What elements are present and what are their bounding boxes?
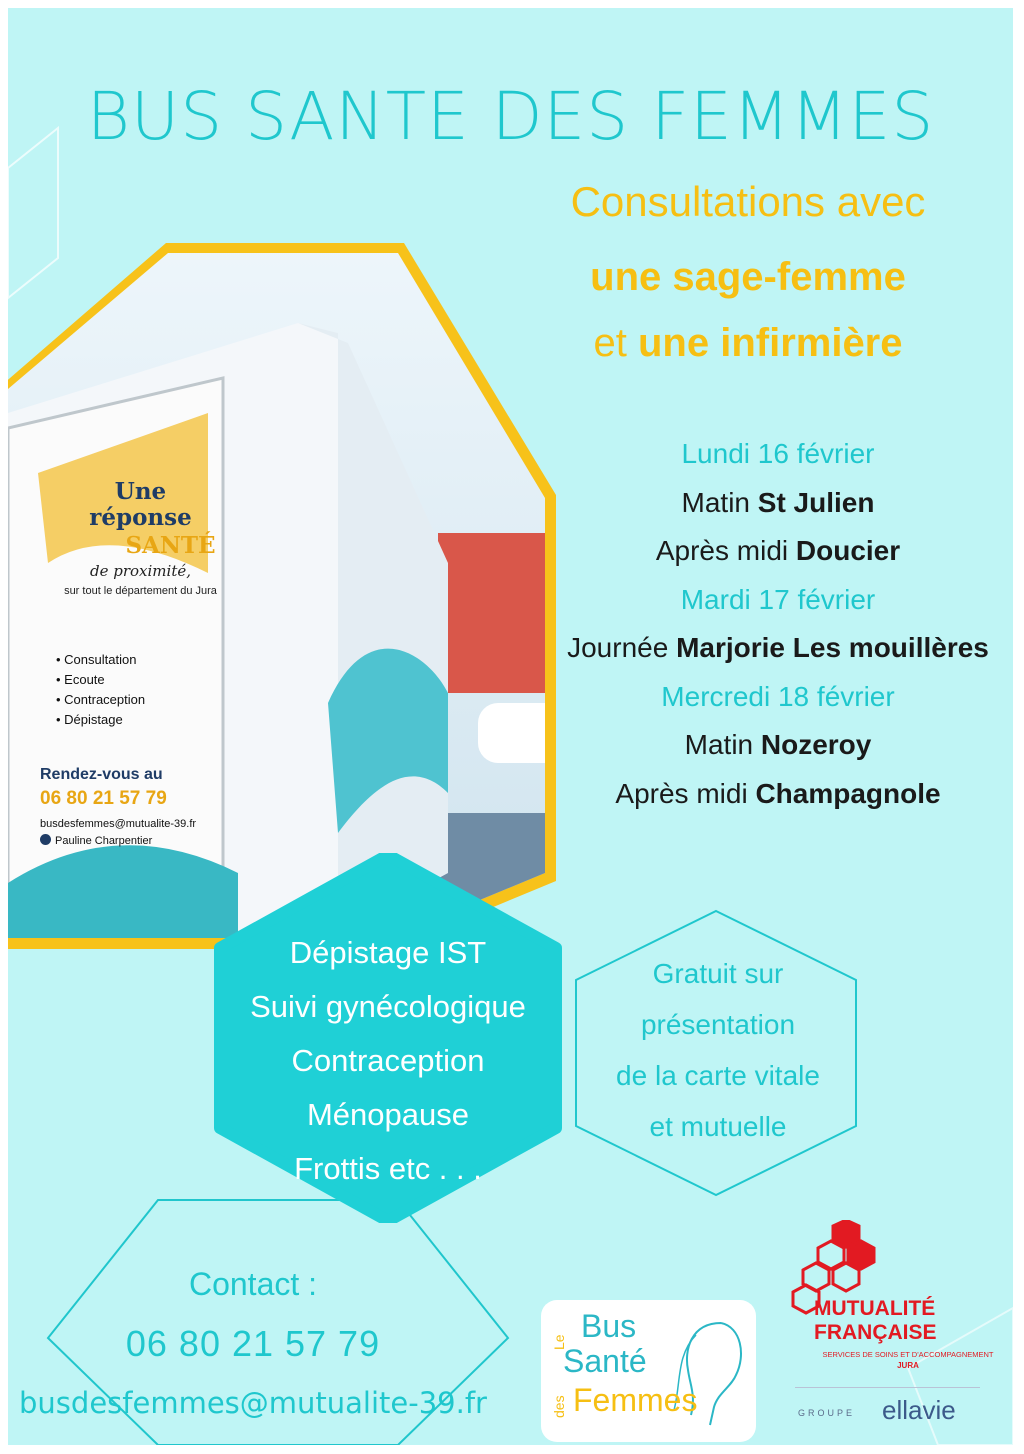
groupe-label: GROUPE bbox=[798, 1408, 856, 1418]
logo-femmes: Femmes bbox=[573, 1382, 698, 1418]
subtitle-line1: Consultations avec bbox=[570, 178, 926, 225]
slot-place: St Julien bbox=[757, 486, 875, 518]
contact-label: Contact : bbox=[188, 1266, 318, 1302]
schedule-slot bbox=[548, 770, 1008, 819]
services-list bbox=[223, 926, 553, 1196]
bus-email: busdesfemmes@mutualite-39.fr bbox=[40, 818, 197, 830]
free-info-line: de la carte vitale bbox=[616, 1060, 820, 1091]
schedule-slot bbox=[548, 721, 1008, 770]
service-item: Contraception bbox=[291, 1043, 485, 1078]
bus-service-item: • Consultation bbox=[56, 652, 137, 667]
mutualite-divider bbox=[795, 1387, 980, 1388]
bus-slogan bbox=[48, 480, 233, 600]
ellavie-label: ellavie bbox=[882, 1395, 956, 1425]
service-item: Frottis etc . . . bbox=[294, 1151, 482, 1186]
bus-sante-logo bbox=[541, 1300, 756, 1442]
mutualite-tagline: SERVICES DE SOINS ET D'ACCOMPAGNEMENT bbox=[822, 1350, 994, 1359]
free-info-line: Gratuit sur bbox=[652, 958, 784, 989]
page-title: BUS SANTE DES FEMMES bbox=[86, 78, 935, 155]
contact-phone[interactable]: 06 80 21 57 79 bbox=[125, 1323, 381, 1364]
slot-place: Nozeroy bbox=[760, 729, 872, 760]
bus-services-list bbox=[56, 650, 196, 730]
slot-time: Après midi bbox=[655, 535, 789, 566]
slot-time: Matin bbox=[681, 486, 750, 518]
bus-contact bbox=[40, 766, 220, 847]
bus-person bbox=[40, 834, 220, 847]
service-item: Suivi gynécologique bbox=[250, 989, 526, 1024]
bus-person-name: Pauline Charpentier bbox=[55, 835, 153, 847]
bus-service-item: • Ecoute bbox=[56, 672, 105, 687]
poster bbox=[8, 8, 1013, 1445]
bus-slogan-line4: de proximité, bbox=[89, 562, 191, 580]
person-icon bbox=[40, 834, 51, 845]
slot-place: Doucier bbox=[795, 535, 901, 566]
slot-place: Marjorie Les mouillères bbox=[676, 632, 989, 663]
mutualite-line2: FRANÇAISE bbox=[814, 1321, 937, 1344]
bus-slogan-line2: réponse bbox=[89, 504, 192, 531]
bus-service-item: • Contraception bbox=[56, 692, 146, 707]
schedule-slot bbox=[548, 479, 1008, 528]
mutualite-region: JURA bbox=[897, 1361, 919, 1370]
subtitle-line3-prefix: et bbox=[593, 321, 627, 365]
bus-phone: 06 80 21 57 79 bbox=[40, 788, 167, 809]
slot-time: Journée bbox=[567, 632, 669, 663]
mutualite-line1: MUTUALITÉ bbox=[814, 1297, 936, 1320]
service-item: Dépistage IST bbox=[289, 935, 487, 970]
subtitle-line3 bbox=[488, 321, 1008, 366]
bus-slogan-line3: SANTÉ bbox=[125, 532, 216, 559]
logo-bus: Bus bbox=[581, 1308, 637, 1344]
bus-service-item: • Dépistage bbox=[56, 712, 123, 727]
free-info-line: et mutuelle bbox=[649, 1111, 787, 1142]
schedule-slot bbox=[548, 624, 1008, 673]
slot-time: Matin bbox=[684, 729, 754, 760]
logo-le: Le bbox=[551, 1334, 567, 1350]
subtitle-line2: une sage-femme bbox=[590, 255, 906, 299]
logo-sante: Santé bbox=[563, 1343, 647, 1379]
schedule-day: Lundi 16 février bbox=[681, 438, 875, 469]
free-info-line: présentation bbox=[640, 1009, 796, 1040]
slot-place: Champagnole bbox=[755, 777, 941, 809]
free-info bbox=[573, 948, 863, 1152]
bus-rdv-label: Rendez-vous au bbox=[40, 766, 163, 783]
contact-email[interactable]: busdesfemmes@mutualite-39.fr bbox=[19, 1386, 487, 1420]
service-item: Ménopause bbox=[306, 1097, 469, 1132]
schedule-slot bbox=[548, 527, 1008, 576]
bus-slogan-line1: Une bbox=[114, 478, 167, 505]
slot-time: Après midi bbox=[615, 777, 748, 809]
schedule bbox=[548, 430, 1008, 818]
schedule-day: Mercredi 18 février bbox=[661, 680, 895, 712]
schedule-day: Mardi 17 février bbox=[680, 583, 876, 615]
subtitle-line3-bold: une infirmière bbox=[637, 321, 903, 365]
logo-des: des bbox=[551, 1395, 567, 1418]
bus-slogan-line5: sur tout le département du Jura bbox=[64, 585, 217, 597]
